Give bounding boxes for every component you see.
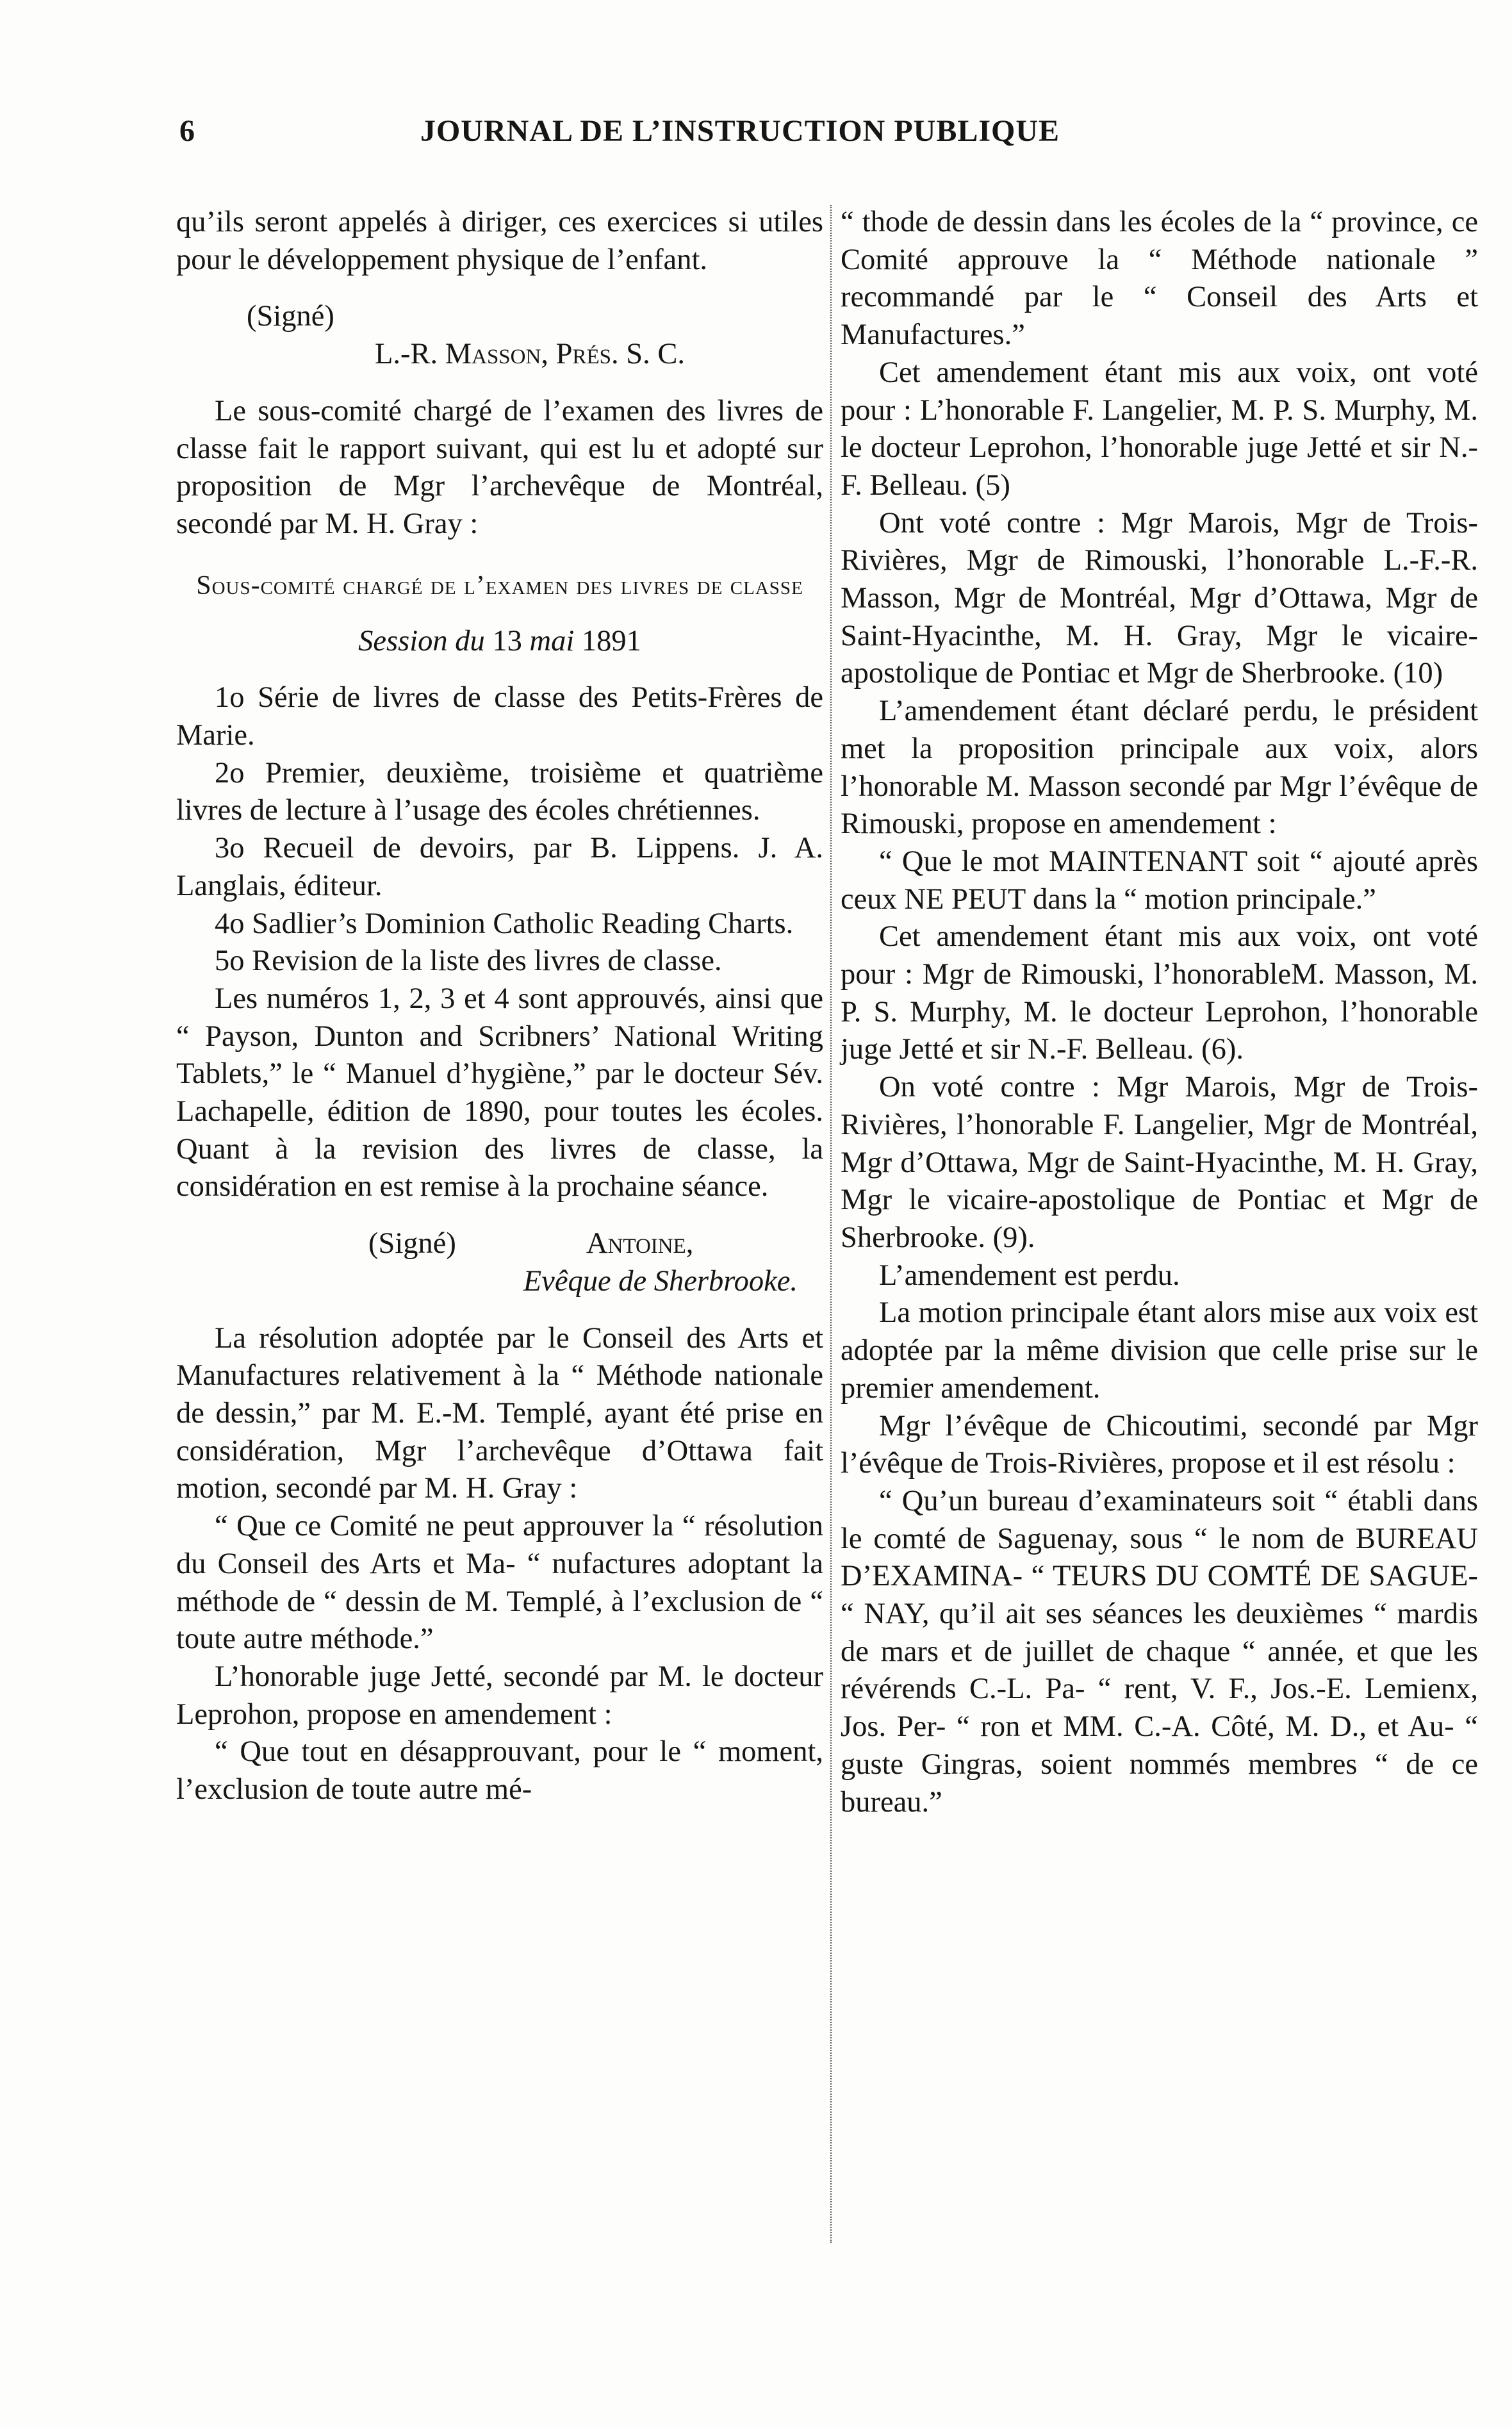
spacer [176,374,823,393]
list-item: 1o Série de livres de classe des Petits-Frères de Marie. [176,681,823,752]
paragraph: L’amendement est perdu. [879,1259,1180,1292]
signature-name: Antoine, [586,1227,694,1260]
quotation: “ thode de dessin dans les écoles de la “ province, ce Comité approuve la “ Méthode nationale ” recommandé par le “ Conseil des Arts et Manufactures.” [841,206,1478,352]
page-number: 6 [179,113,195,148]
quotation: “ Qu’un bureau d’examinateurs soit “ établi dans le comté de Saguenay, sous “ le nom de BUREAU D’EXAMINA- “ TEURS DU COMTÉ DE SAGUE- “ NAY, qu’il ait ses séances les deuxièmes “ mardis de mars et de juillet de chaque “ année, et que les révérends C.-L. Pa- “ rent, V. F., Jos.-E. Lemienx, Jos. Per- “ ron et MM. C.-A. Côté, M. D., et Au- “ guste Gingras, soient nommés membres “ de ce bureau.” [841,1484,1478,1819]
paragraph: Le sous-comité chargé de l’examen des livres de classe fait le rapport suivant, qui est lu et adopté sur proposition de Mgr l’archevêque de Montréal, secondé par M. H. Gray : [176,394,823,540]
page-header [179,108,1211,154]
paragraph: La résolution adoptée par le Conseil des Arts et Manufactures relativement à la “ Méthode nationale de dessin,” par M. E.-M. Templé, ayant été prise en considération, Mgr l’archevêque d’Ottawa fait motion, secondé par M. H. Gray : [176,1321,823,1505]
paragraph: La motion principale étant alors mise aux voix est adoptée par la même division que celle prise sur le premier amendement. [841,1296,1478,1405]
signature-title: Evêque de Sherbrooke. [523,1264,798,1298]
quotation: “ Que ce Comité ne peut approuver la “ résolution du Conseil des Arts et Ma- “ nufactures adoptant la méthode de “ dessin de M. Templé, à l’exclusion de “ toute autre méthode.” [176,1510,823,1656]
signature-label: (Signé) [247,300,334,333]
spacer [176,660,823,679]
list-item: 2o Premier, deuxième, troisième et quatrième livres de lecture à l’usage des écoles chrétiennes. [176,756,823,827]
paragraph: Cet amendement étant mis aux voix, ont voté pour : Mgr de Rimouski, l’honorableM. Masson, M. P. S. Murphy, M. le docteur Leprohon, l’honorable juge Jetté et sir N.-F. Belleau. (6). [841,920,1478,1066]
paragraph: On voté contre : Mgr Marois, Mgr de Trois-Rivières, l’honorable F. Langelier, Mgr de Montréal, Mgr d’Ottawa, Mgr de Saint-Hyacinthe, M. H. Gray, Mgr le vicaire-apostolique de Pontiac et Mgr de Sherbrooke. (9). [841,1071,1478,1254]
session-date: 13 [492,624,522,657]
paragraph: Cet amendement étant mis aux voix, ont voté pour : L’honorable F. Langelier, M. P. S. Murphy, M. le docteur Leprohon, l’honorable juge Jetté et sir N.-F. Belleau. (5) [841,356,1478,502]
column-divider [830,205,832,2243]
session-prefix: Session du [358,624,485,657]
signature-label: (Signé) [368,1227,456,1260]
session-year: 1891 [581,624,641,657]
quotation: “ Que tout en désapprouvant, pour le “ moment, l’exclusion de toute autre mé- [176,1735,823,1806]
paragraph: Ont voté contre : Mgr Marois, Mgr de Trois-Rivières, Mgr de Rimouski, l’honorable L.-F.-R. Masson, Mgr de Montréal, Mgr d’Ottawa, Mgr de Saint-Hyacinthe, M. H. Gray, Mgr le vicaire-apostolique de Pontiac et Mgr de Sherbrooke. (10) [841,506,1478,690]
signature-name: L.-R. Masson, Prés. S. C. [375,338,685,371]
spacer [176,543,823,563]
paragraph: L’honorable juge Jetté, secondé par M. le docteur Leprohon, propose en amendement : [176,1660,823,1731]
spacer [176,1301,823,1320]
spacer [176,279,823,298]
spacer [176,604,823,623]
session-line [176,623,823,661]
quotation: “ Que le mot MAINTENANT soit “ ajouté après ceux NE PEUT dans la “ motion principale.” [841,845,1478,916]
left-column [176,204,823,1809]
signature-block [176,1225,823,1263]
section-heading: Sous-comité chargé de l’examen des livres de classe [196,570,803,600]
list-item: 4o Sadlier’s Dominion Catholic Reading Charts. [215,907,794,940]
list-item: 5o Revision de la liste des livres de classe. [215,945,722,978]
spacer [176,1206,823,1225]
right-column [841,204,1478,1821]
running-title: JOURNAL DE L’INSTRUCTION PUBLIQUE [420,113,1060,148]
paragraph: Les numéros 1, 2, 3 et 4 sont approuvés, ainsi que “ Payson, Dunton and Scribners’ National Writing Tablets,” le “ Manuel d’hygiène,” par le docteur Sév. Lachapelle, édition de 1890, pour toutes les écoles. Quant à la revision des livres de classe, la considération en est remise à la prochaine séance. [176,982,823,1203]
paragraph: qu’ils seront appelés à diriger, ces exercices si utiles pour le développement physique de l’enfant. [176,206,823,276]
paragraph: L’amendement étant déclaré perdu, le président met la proposition principale aux voix, alors l’honorable M. Masson secondé par Mgr l’évêque de Rimouski, propose en amendement : [841,695,1478,841]
list-item: 3o Recueil de devoirs, par B. Lippens. J. A. Langlais, éditeur. [176,832,823,902]
paragraph: Mgr l’évêque de Chicoutimi, secondé par Mgr l’évêque de Trois-Rivières, propose et il est résolu : [841,1409,1478,1480]
session-month: mai [529,624,575,657]
